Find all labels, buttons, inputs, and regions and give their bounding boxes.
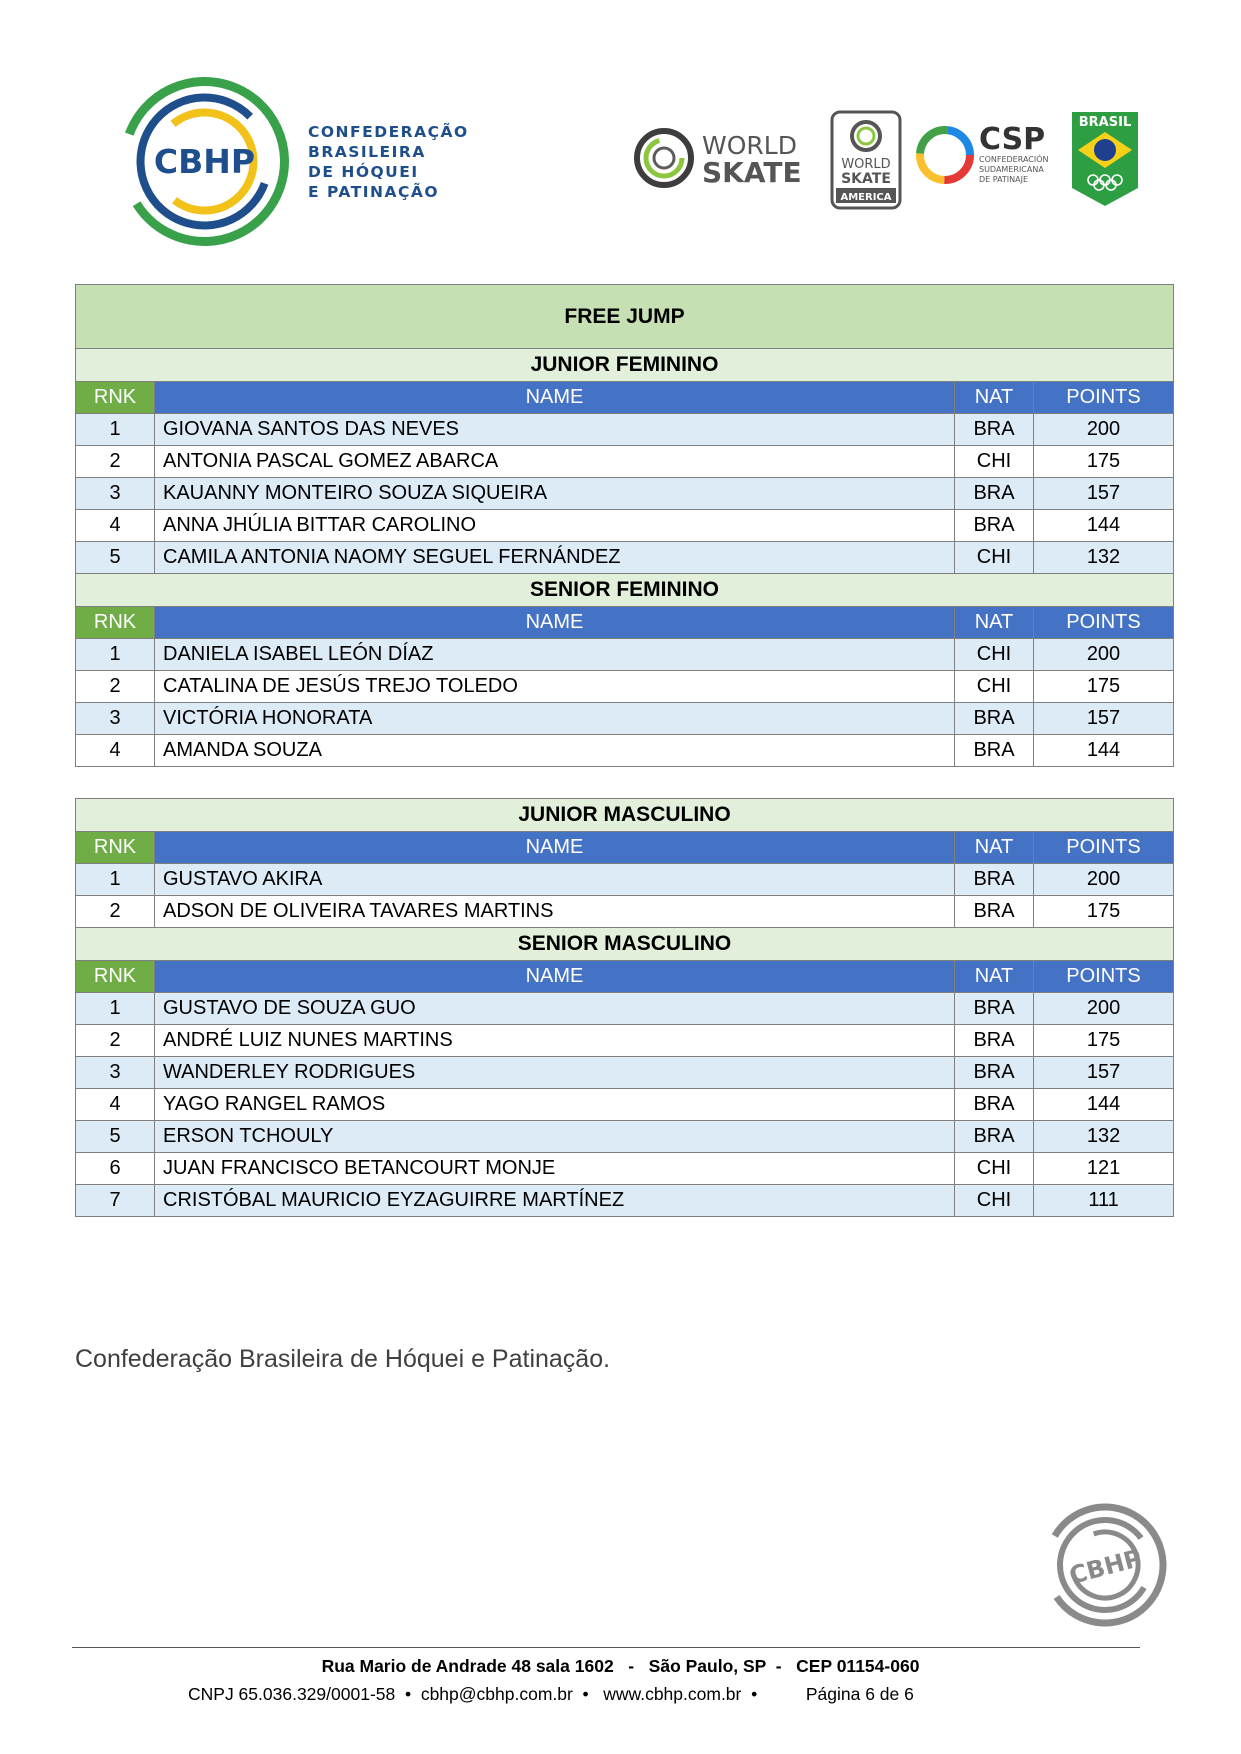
athlete-name-cell: ANDRÉ LUIZ NUNES MARTINS xyxy=(155,1025,955,1057)
nationality-cell: BRA xyxy=(955,414,1034,446)
athlete-name-cell: AMANDA SOUZA xyxy=(155,735,955,767)
points-cell: 157 xyxy=(1034,1057,1174,1089)
nationality-cell: BRA xyxy=(955,864,1034,896)
points-cell: 111 xyxy=(1034,1185,1174,1217)
category-title: SENIOR MASCULINO xyxy=(76,928,1174,961)
nationality-cell: CHI xyxy=(955,639,1034,671)
footer-website[interactable]: www.cbhp.com.br xyxy=(603,1684,742,1704)
points-cell: 144 xyxy=(1034,1089,1174,1121)
world-skate-word: WORLD xyxy=(702,131,797,160)
nationality-cell: BRA xyxy=(955,703,1034,735)
points-cell: 132 xyxy=(1034,1121,1174,1153)
athlete-name-cell: ERSON TCHOULY xyxy=(155,1121,955,1153)
nationality-cell: BRA xyxy=(955,1057,1034,1089)
points-cell: 200 xyxy=(1034,993,1174,1025)
points-cell: 175 xyxy=(1034,896,1174,928)
nationality-cell: BRA xyxy=(955,993,1034,1025)
points-cell: 175 xyxy=(1034,671,1174,703)
table-row xyxy=(76,1121,1174,1153)
nationality-cell: BRA xyxy=(955,735,1034,767)
rank-cell: 2 xyxy=(76,446,155,478)
rank-cell: 2 xyxy=(76,896,155,928)
column-header-name: NAME xyxy=(155,382,955,414)
athlete-name-cell: YAGO RANGEL RAMOS xyxy=(155,1089,955,1121)
column-header-rank: RNK xyxy=(76,607,155,639)
footer-cnpj: CNPJ 65.036.329/0001-58 xyxy=(188,1684,396,1704)
nationality-cell: CHI xyxy=(955,542,1034,574)
footer-address: Rua Mario de Andrade 48 sala 1602 - São Paulo, SP - CEP 01154-060 xyxy=(321,1656,920,1676)
points-cell: 200 xyxy=(1034,639,1174,671)
nationality-cell: BRA xyxy=(955,1025,1034,1057)
rank-cell: 1 xyxy=(76,864,155,896)
cbhp-logo xyxy=(117,74,292,249)
table-row xyxy=(76,639,1174,671)
table-row xyxy=(76,510,1174,542)
column-header-rank: RNK xyxy=(76,382,155,414)
wsa-word: AMERICA xyxy=(840,192,892,203)
table-row xyxy=(76,1057,1174,1089)
table-row xyxy=(76,735,1174,767)
table-row xyxy=(76,1185,1174,1217)
table-row xyxy=(76,414,1174,446)
results-table-masculino xyxy=(75,798,1174,1217)
nationality-cell: BRA xyxy=(955,510,1034,542)
rank-cell: 4 xyxy=(76,510,155,542)
wsa-word: WORLD xyxy=(841,157,891,172)
nationality-cell: BRA xyxy=(955,478,1034,510)
cbhp-name-line: BRASILEIRA xyxy=(308,143,426,161)
table-row xyxy=(76,1089,1174,1121)
category-title: SENIOR FEMININO xyxy=(76,574,1174,607)
rank-cell: 6 xyxy=(76,1153,155,1185)
nationality-cell: CHI xyxy=(955,1153,1034,1185)
rank-cell: 1 xyxy=(76,414,155,446)
rank-cell: 4 xyxy=(76,1089,155,1121)
athlete-name-cell: ADSON DE OLIVEIRA TAVARES MARTINS xyxy=(155,896,955,928)
athlete-name-cell: ANTONIA PASCAL GOMEZ ABARCA xyxy=(155,446,955,478)
world-skate-logo xyxy=(632,120,812,200)
athlete-name-cell: GUSTAVO DE SOUZA GUO xyxy=(155,993,955,1025)
column-header-name: NAME xyxy=(155,607,955,639)
points-cell: 200 xyxy=(1034,864,1174,896)
column-header-nat: NAT xyxy=(955,382,1034,414)
brasil-label: BRASIL xyxy=(1078,115,1132,130)
stamp-text: CBHP xyxy=(1066,1543,1145,1590)
table-row xyxy=(76,542,1174,574)
category-row xyxy=(76,349,1174,382)
rank-cell: 2 xyxy=(76,1025,155,1057)
rank-cell: 4 xyxy=(76,735,155,767)
column-header-row xyxy=(76,382,1174,414)
rank-cell: 3 xyxy=(76,478,155,510)
table-row xyxy=(76,478,1174,510)
table-row xyxy=(76,1153,1174,1185)
table-row xyxy=(76,896,1174,928)
nationality-cell: BRA xyxy=(955,1121,1034,1153)
rank-cell: 7 xyxy=(76,1185,155,1217)
category-row xyxy=(76,799,1174,832)
athlete-name-cell: VICTÓRIA HONORATA xyxy=(155,703,955,735)
athlete-name-cell: JUAN FRANCISCO BETANCOURT MONJE xyxy=(155,1153,955,1185)
athlete-name-cell: KAUANNY MONTEIRO SOUZA SIQUEIRA xyxy=(155,478,955,510)
rank-cell: 2 xyxy=(76,671,155,703)
wsa-word: SKATE xyxy=(841,171,891,187)
csp-sub-line: SUDAMERICANA xyxy=(979,165,1044,174)
points-cell: 121 xyxy=(1034,1153,1174,1185)
athlete-name-cell: WANDERLEY RODRIGUES xyxy=(155,1057,955,1089)
rank-cell: 1 xyxy=(76,993,155,1025)
table-title-row xyxy=(76,285,1174,349)
column-header-points: POINTS xyxy=(1034,382,1174,414)
world-skate-america-logo xyxy=(830,110,902,210)
points-cell: 144 xyxy=(1034,735,1174,767)
table-row xyxy=(76,1025,1174,1057)
cbhp-name-line: E PATINAÇÃO xyxy=(308,183,440,201)
points-cell: 175 xyxy=(1034,1025,1174,1057)
table-title: FREE JUMP xyxy=(76,285,1174,349)
rank-cell: 5 xyxy=(76,542,155,574)
column-header-points: POINTS xyxy=(1034,607,1174,639)
rank-cell: 3 xyxy=(76,1057,155,1089)
points-cell: 157 xyxy=(1034,478,1174,510)
column-header-name: NAME xyxy=(155,832,955,864)
column-header-nat: NAT xyxy=(955,961,1034,993)
column-header-nat: NAT xyxy=(955,832,1034,864)
footer-contact: CNPJ 65.036.329/0001-58 • cbhp@cbhp.com.br • www.cbhp.com.br • Página 6 de 6 xyxy=(188,1684,914,1704)
points-cell: 144 xyxy=(1034,510,1174,542)
column-header-rank: RNK xyxy=(76,961,155,993)
category-row xyxy=(76,574,1174,607)
table-row xyxy=(76,446,1174,478)
rank-cell: 3 xyxy=(76,703,155,735)
cbhp-name-line: DE HÓQUEI xyxy=(308,163,419,181)
footer-divider xyxy=(72,1647,1140,1648)
athlete-name-cell: GUSTAVO AKIRA xyxy=(155,864,955,896)
athlete-name-cell: CATALINA DE JESÚS TREJO TOLEDO xyxy=(155,671,955,703)
points-cell: 157 xyxy=(1034,703,1174,735)
csp-logo xyxy=(915,115,1050,195)
athlete-name-cell: CRISTÓBAL MAURICIO EYZAGUIRRE MARTÍNEZ xyxy=(155,1185,955,1217)
nationality-cell: CHI xyxy=(955,446,1034,478)
column-header-row xyxy=(76,961,1174,993)
table-row xyxy=(76,993,1174,1025)
column-header-rank: RNK xyxy=(76,832,155,864)
table-row xyxy=(76,703,1174,735)
organization-name: Confederação Brasileira de Hóquei e Patinação. xyxy=(75,1345,611,1373)
nationality-cell: CHI xyxy=(955,671,1034,703)
points-cell: 200 xyxy=(1034,414,1174,446)
athlete-name-cell: DANIELA ISABEL LEÓN DÍAZ xyxy=(155,639,955,671)
points-cell: 132 xyxy=(1034,542,1174,574)
nationality-cell: BRA xyxy=(955,1089,1034,1121)
table-row xyxy=(76,864,1174,896)
category-row xyxy=(76,928,1174,961)
athlete-name-cell: GIOVANA SANTOS DAS NEVES xyxy=(155,414,955,446)
athlete-name-cell: CAMILA ANTONIA NAOMY SEGUEL FERNÁNDEZ xyxy=(155,542,955,574)
footer-page-number: Página 6 de 6 xyxy=(805,1684,914,1704)
results-table-feminino xyxy=(75,284,1174,767)
csp-logo-text: CSP xyxy=(979,122,1046,157)
athlete-name-cell: ANNA JHÚLIA BITTAR CAROLINO xyxy=(155,510,955,542)
cbhp-logo-text: CBHP xyxy=(153,142,256,181)
category-title: JUNIOR FEMININO xyxy=(76,349,1174,382)
world-skate-word: SKATE xyxy=(702,156,802,189)
csp-sub-line: DE PATINAJE xyxy=(979,175,1029,184)
footer-email[interactable]: cbhp@cbhp.com.br xyxy=(420,1684,573,1704)
table-row xyxy=(76,671,1174,703)
nationality-cell: CHI xyxy=(955,1185,1034,1217)
brasil-olympic-logo xyxy=(1070,110,1140,208)
column-header-nat: NAT xyxy=(955,607,1034,639)
rank-cell: 5 xyxy=(76,1121,155,1153)
nationality-cell: BRA xyxy=(955,896,1034,928)
points-cell: 175 xyxy=(1034,446,1174,478)
csp-sub-line: CONFEDERACIÓN xyxy=(979,155,1049,164)
cbhp-name xyxy=(308,122,469,202)
rank-cell: 1 xyxy=(76,639,155,671)
column-header-row xyxy=(76,832,1174,864)
category-title: JUNIOR MASCULINO xyxy=(76,799,1174,832)
cbhp-name-line: CONFEDERAÇÃO xyxy=(308,123,469,141)
column-header-points: POINTS xyxy=(1034,961,1174,993)
column-header-name: NAME xyxy=(155,961,955,993)
cbhp-stamp-logo xyxy=(1040,1500,1170,1630)
column-header-row xyxy=(76,607,1174,639)
column-header-points: POINTS xyxy=(1034,832,1174,864)
